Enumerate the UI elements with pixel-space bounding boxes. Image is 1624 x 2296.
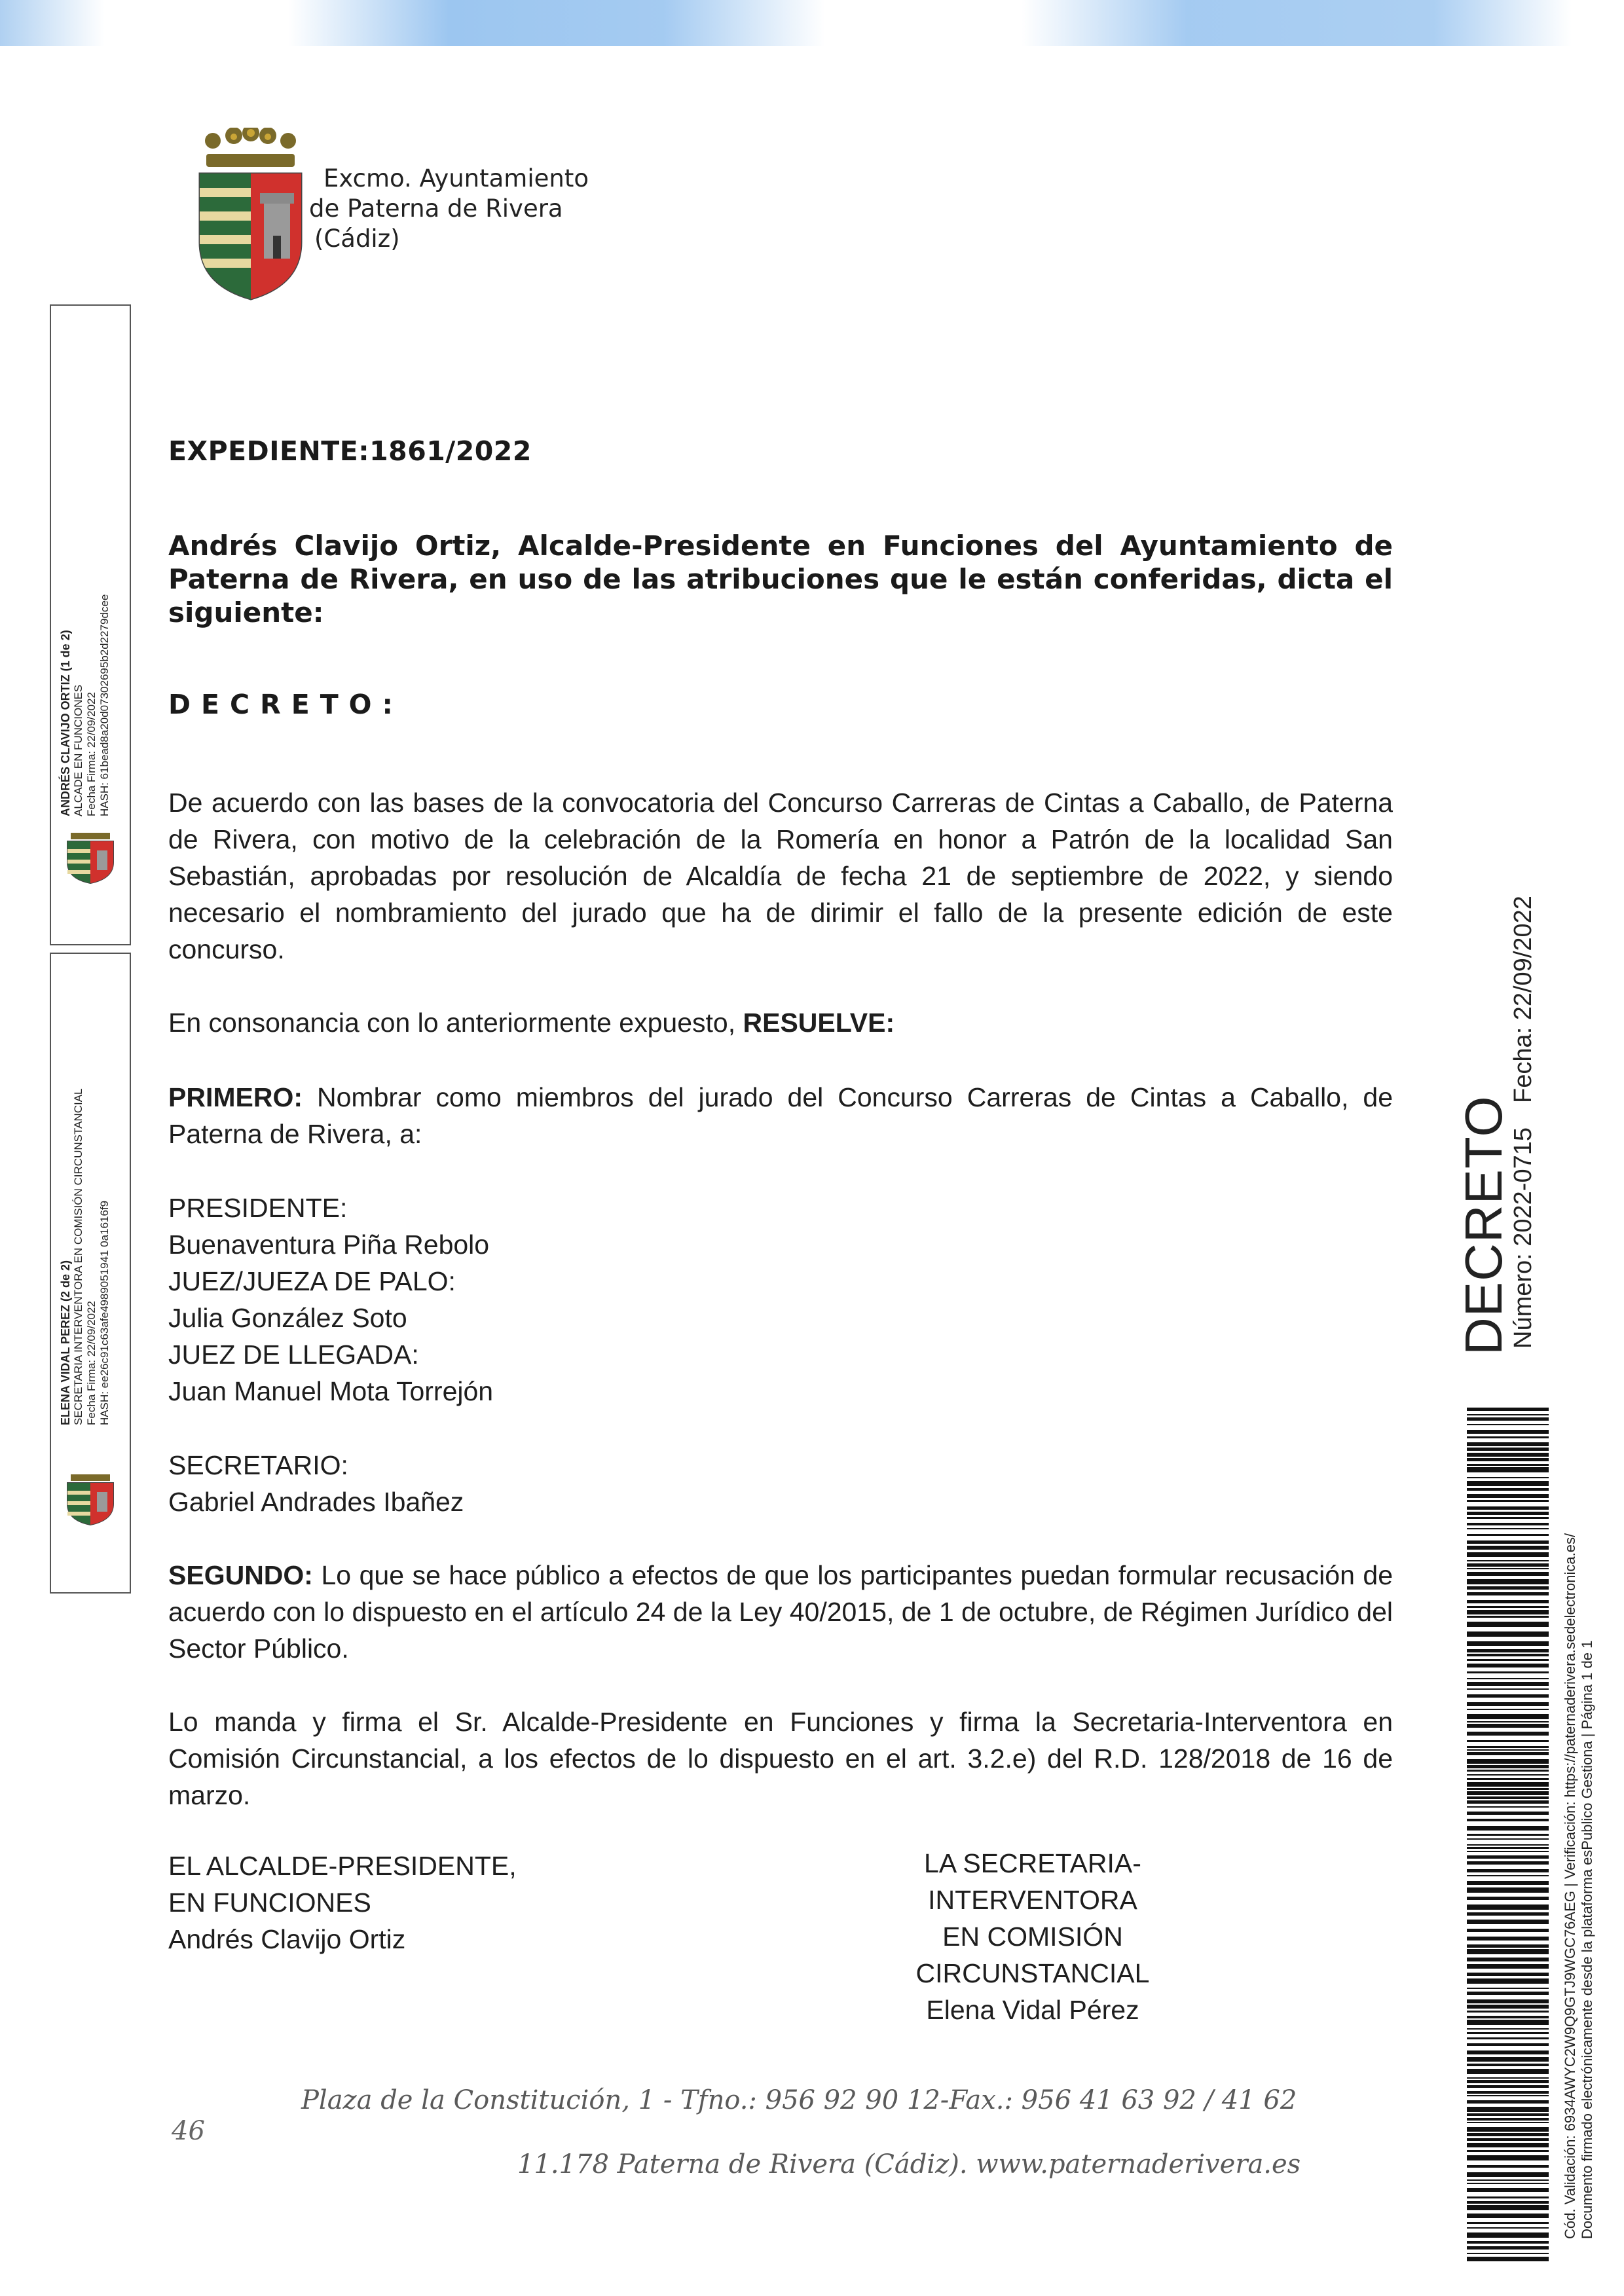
signature-line: Andrés Clavijo Ortiz: [168, 1924, 406, 1954]
small-crest-icon: [58, 1471, 123, 1527]
paragraph-text: En consonancia con lo anteriormente expuesto,: [168, 1008, 743, 1038]
decreto-heading: DECRETO:: [168, 689, 403, 720]
signature-hash: HASH: 61bead8a20d07302695b2d2279dcee: [98, 594, 111, 816]
jury-name: Juan Manuel Mota Torrejón: [168, 1376, 494, 1406]
signature-details: [59, 1089, 111, 1426]
signature-line: LA SECRETARIA-INTERVENTORA: [924, 1848, 1141, 1915]
segundo-label: SEGUNDO:: [168, 1560, 313, 1590]
scan-artifact: [0, 0, 105, 46]
jury-role: JUEZ DE LLEGADA:: [168, 1339, 419, 1370]
validation-line: Documento firmado electrónicamente desde la plataforma esPublico Gestiona | Página 1 de 1: [1579, 1640, 1595, 2239]
signature-line: EN COMISIÓN CIRCUNSTANCIAL: [915, 1922, 1150, 1988]
scan-artifact: [1022, 0, 1572, 46]
stamp-title: DECRETO: [1454, 1095, 1513, 1355]
jury-role: SECRETARIO:: [168, 1450, 348, 1480]
stamp-numero: Número: 2022-0715: [1509, 1127, 1537, 1349]
signer-name: ELENA VIDAL PEREZ (2 de 2): [59, 1260, 72, 1425]
jury-name: Julia González Soto: [168, 1303, 407, 1333]
small-crest-icon: [58, 829, 123, 885]
signature-details: [59, 594, 111, 816]
validation-line: Cód. Validación: 6934AWYC2W9Q9GTJ9WGC76AEG | Verificación: https://paternaderivera.sedelectronica.es/: [1562, 1533, 1578, 2239]
signature-box: [50, 953, 131, 1594]
stamp-fecha: Fecha: 22/09/2022: [1509, 896, 1537, 1103]
signer-role: ALCADE EN FUNCIONES: [72, 684, 84, 816]
barcode-icon: [1467, 1408, 1549, 2262]
signature-box: [50, 304, 131, 945]
segundo-paragraph: [168, 1557, 1393, 1667]
municipal-crest-icon: [193, 128, 308, 304]
paragraph-text: Lo que se hace público a efectos de que los participantes puedan formular recusación de acuerdo con lo dispuesto en el artículo 24 de la Ley 40/2015, de 1 de octubre, de Régimen Jurídico del Sector Público.: [168, 1560, 1393, 1664]
signature-date: Fecha Firma: 22/09/2022: [85, 692, 98, 816]
signature-date: Fecha Firma: 22/09/2022: [85, 1301, 98, 1425]
paragraph: [168, 1004, 1393, 1041]
header-line: Excmo. Ayuntamiento: [323, 164, 589, 192]
header-line: (Cádiz): [314, 225, 400, 253]
header-line: de Paterna de Rivera: [309, 194, 563, 223]
page-number: 46: [172, 2116, 205, 2146]
signature-line: Elena Vidal Pérez: [926, 1995, 1139, 2025]
signature-line: EL ALCALDE-PRESIDENTE,: [168, 1851, 517, 1881]
secretario-block: [168, 1447, 1393, 1520]
municipality-header: [309, 164, 589, 254]
signer-role: SECRETARIA INTERVENTORA EN COMISIÓN CIRCUNSTANCIAL: [72, 1088, 84, 1425]
signature-block-left: [168, 1848, 517, 1958]
jury-role: JUEZ/JUEZA DE PALO:: [168, 1266, 456, 1296]
signature-block-right: [823, 1845, 1242, 2028]
footer-address: Plaza de la Constitución, 1 - Tfno.: 956 92 90 12-Fax.: 956 41 63 92 / 41 62: [301, 2085, 1297, 2115]
jury-name: Gabriel Andrades Ibañez: [168, 1487, 464, 1517]
paragraph: De acuerdo con las bases de la convocatoria del Concurso Carreras de Cintas a Caballo, de Paterna de Rivera, con motivo de la celebración de la Romería en honor a Patrón de la localidad San Sebastián, aprobadas por resolución de Alcaldía de fecha 21 de septiembre de 2022, y siendo necesario el nombramiento del jurado que ha de dirimir el fallo de la presente edición de este concurso.: [168, 788, 1393, 964]
signer-name: ANDRÉS CLAVIJO ORTIZ (1 de 2): [59, 630, 72, 816]
signature-hash: HASH: ee26c91c63afe4989051941 0a1616f9: [98, 1200, 111, 1425]
expediente-number: EXPEDIENTE:1861/2022: [168, 435, 532, 467]
primero-paragraph: [168, 1079, 1393, 1152]
jury-name: Buenaventura Piña Rebolo: [168, 1230, 490, 1260]
footer-website: 11.178 Paterna de Rivera (Cádiz). www.paternaderivera.es: [517, 2149, 1301, 2179]
jury-list: [168, 1190, 1393, 1410]
resuelve-label: RESUELVE:: [743, 1008, 895, 1038]
jury-role: PRESIDENTE:: [168, 1193, 348, 1223]
scan-artifact: [288, 0, 825, 46]
signature-line: EN FUNCIONES: [168, 1887, 371, 1918]
primero-label: PRIMERO:: [168, 1082, 303, 1112]
validation-code: [1562, 1533, 1596, 2239]
closing-paragraph: Lo manda y firma el Sr. Alcalde-Presidente en Funciones y firma la Secretaria-Interventora en Comisión Circunstancial, a los efectos de lo dispuesto en el art. 3.2.e) del R.D. 128/2018 de 16 de marzo.: [168, 1707, 1393, 1810]
paragraph-text: Nombrar como miembros del jurado del Concurso Carreras de Cintas a Caballo, de Paterna de Rivera, a:: [168, 1082, 1393, 1149]
intro-paragraph: Andrés Clavijo Ortiz, Alcalde-Presidente en Funciones del Ayuntamiento de Paterna de Rivera, en uso de las atribuciones que le están conferidas, dicta el siguiente:: [168, 530, 1393, 629]
